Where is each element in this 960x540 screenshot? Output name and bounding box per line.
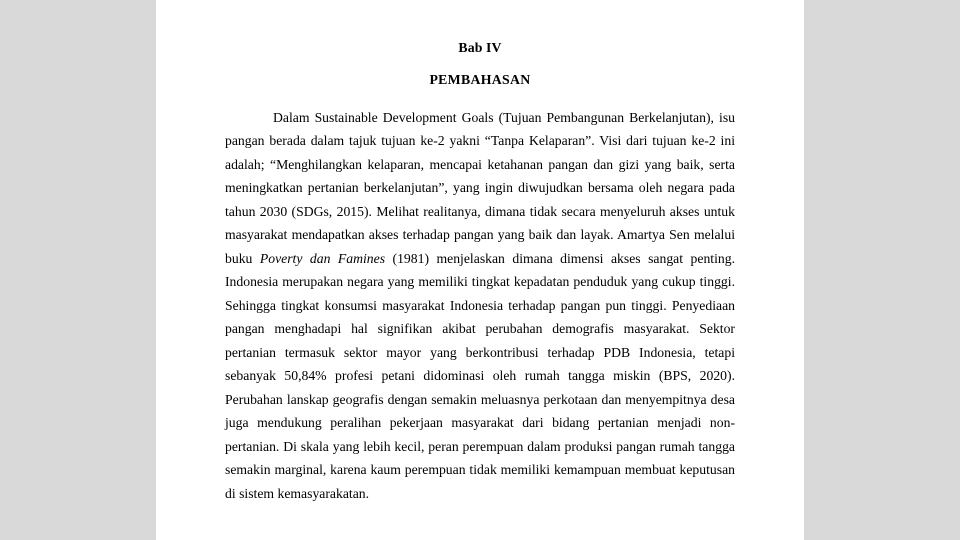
- section-heading: PEMBAHASAN: [429, 72, 531, 87]
- italic-book-title: Poverty dan Famines: [259, 250, 386, 266]
- page-text-column: [225, 36, 735, 505]
- body-paragraph: Dalam Sustainable Development Goals (Tujuan Pembangunan Berkelanjutan), isu pangan berada dalam tajuk tujuan ke-2 yakni “Tanpa Kelaparan”. Visi dari tujuan ke-2 ini adalah; “Menghilangkan kelaparan, mencapai ketahanan pangan dan gizi yang baik, serta meningkatkan pertanian berkelanjutan”, yang ingin diwujudkan bersama oleh negara pada tahun 2030 (SDGs, 2015). Melihat realitanya, dimana tidak secara menyeluruh akses untuk masyarakat mendapatkan akses terhadap pangan yang baik dan layak. Amartya Sen melalui buku Poverty dan Famines (1981) menjelaskan dimana dimensi akses sangat penting. Indonesia merupakan negara yang memiliki tingkat kepadatan penduduk yang cukup tinggi. Sehingga tingkat konsumsi masyarakat Indonesia terhadap pangan pun tinggi. Penyediaan pangan menghadapi hal signifikan akibat perubahan demografis masyarakat. Sektor pertanian termasuk sektor mayor yang berkontribusi terhadap PDB Indonesia, tetapi sebanyak 50,84% profesi petani didominasi oleh rumah tangga miskin (BPS, 2020). Perubahan lanskap geografis dengan semakin meluasnya perkotaan dan menyempitnya desa juga mendukung peralihan pekerjaan masyarakat dari bidang pertanian menjadi non-pertanian. Di skala yang lebih kecil, peran perempuan dalam produksi pangan rumah tangga semakin marginal, karena kaum perempuan tidak memiliki kemampuan membuat keputusan di sistem kemasyarakatan.: [225, 109, 736, 501]
- document-page: [156, 0, 804, 540]
- chapter-heading: Bab IV: [458, 40, 502, 55]
